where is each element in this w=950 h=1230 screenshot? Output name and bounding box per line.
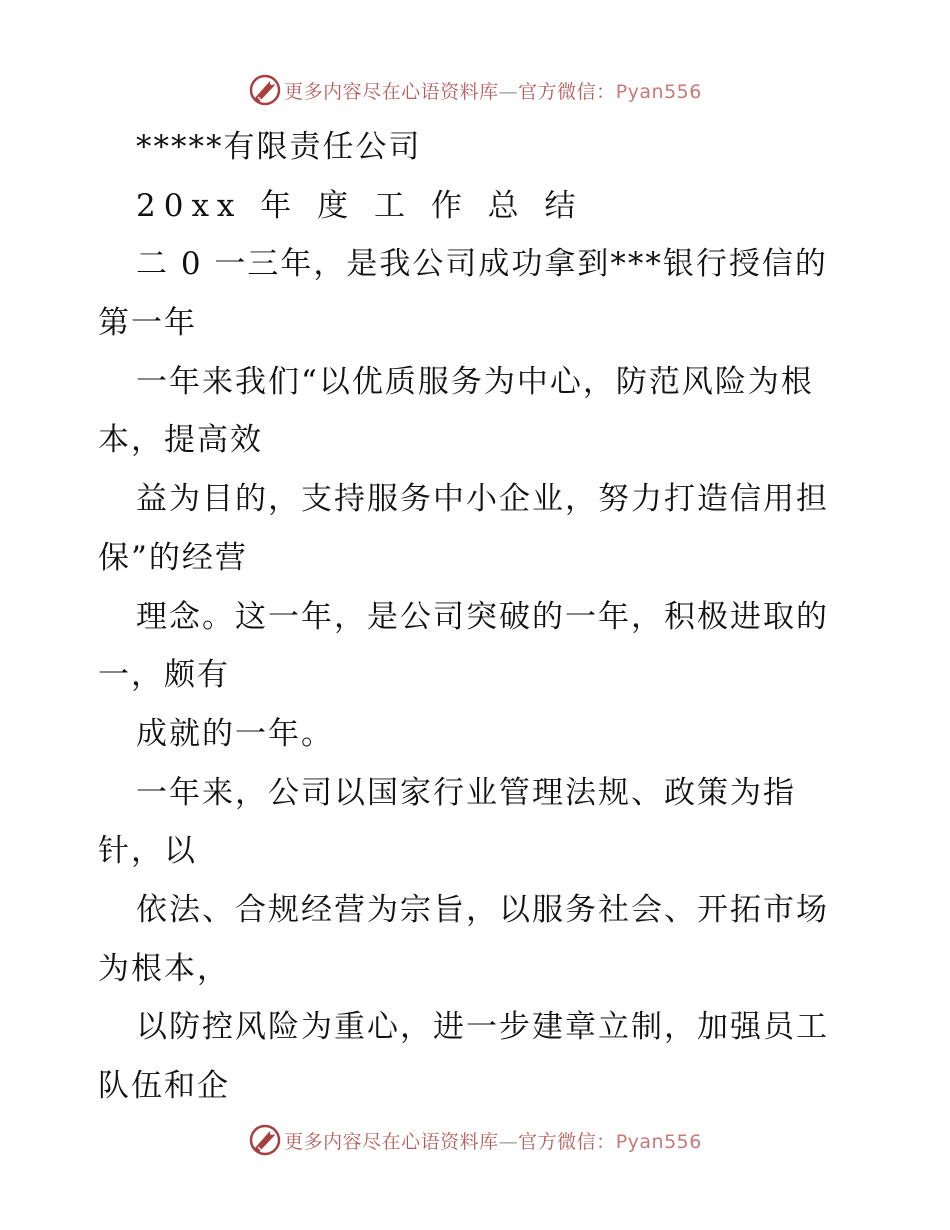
footer-banner — [0, 1120, 950, 1160]
header-banner — [0, 70, 950, 110]
banner-separator: — — [498, 1130, 519, 1153]
text-line: 成就的一年。 — [136, 715, 334, 752]
banner-text — [284, 1127, 702, 1154]
pen-nib-logo-icon — [248, 73, 282, 107]
text-line: 为根本， — [98, 950, 230, 987]
banner-official: 官方微信： — [518, 80, 616, 103]
text-line: 一年来我们“以优质服务为中心，防范风险为根 — [136, 363, 814, 400]
text-line: 以防控风险为重心，进一步建章立制，加强员工 — [136, 1009, 829, 1046]
banner-official: 官方微信： — [518, 1130, 616, 1153]
text-line: 20xx 年 度 工 作 总 结 — [136, 187, 584, 224]
text-line: 第一年 — [98, 305, 197, 342]
document-body — [98, 122, 858, 1120]
text-line: 二 0 一三年，是我公司成功拿到***银行授信的 — [136, 246, 828, 283]
banner-handle: Pyan556 — [615, 1130, 702, 1153]
banner-handle: Pyan556 — [615, 80, 702, 103]
text-line: 保”的经营 — [98, 539, 248, 576]
text-line: 依法、合规经营为宗旨，以服务社会、开拓市场 — [136, 891, 829, 928]
text-line: *****有限责任公司 — [136, 129, 422, 165]
text-line: 本，提高效 — [98, 422, 263, 459]
banner-title: 更多内容尽在心语资料库 — [284, 1130, 499, 1153]
text-line: 理念。这一年，是公司突破的一年，积极进取的 — [136, 598, 829, 635]
text-line: 益为目的，支持服务中小企业，努力打造信用担 — [136, 481, 829, 518]
banner-title: 更多内容尽在心语资料库 — [284, 80, 499, 103]
text-line: 队伍和企 — [98, 1068, 230, 1104]
pen-nib-logo-icon — [248, 1123, 282, 1157]
banner-separator: — — [498, 80, 519, 103]
text-line: 针，以 — [98, 833, 197, 870]
text-line: 一年来，公司以国家行业管理法规、政策为指 — [136, 774, 796, 811]
text-line: 一，颇有 — [98, 657, 230, 694]
banner-text — [284, 77, 702, 104]
